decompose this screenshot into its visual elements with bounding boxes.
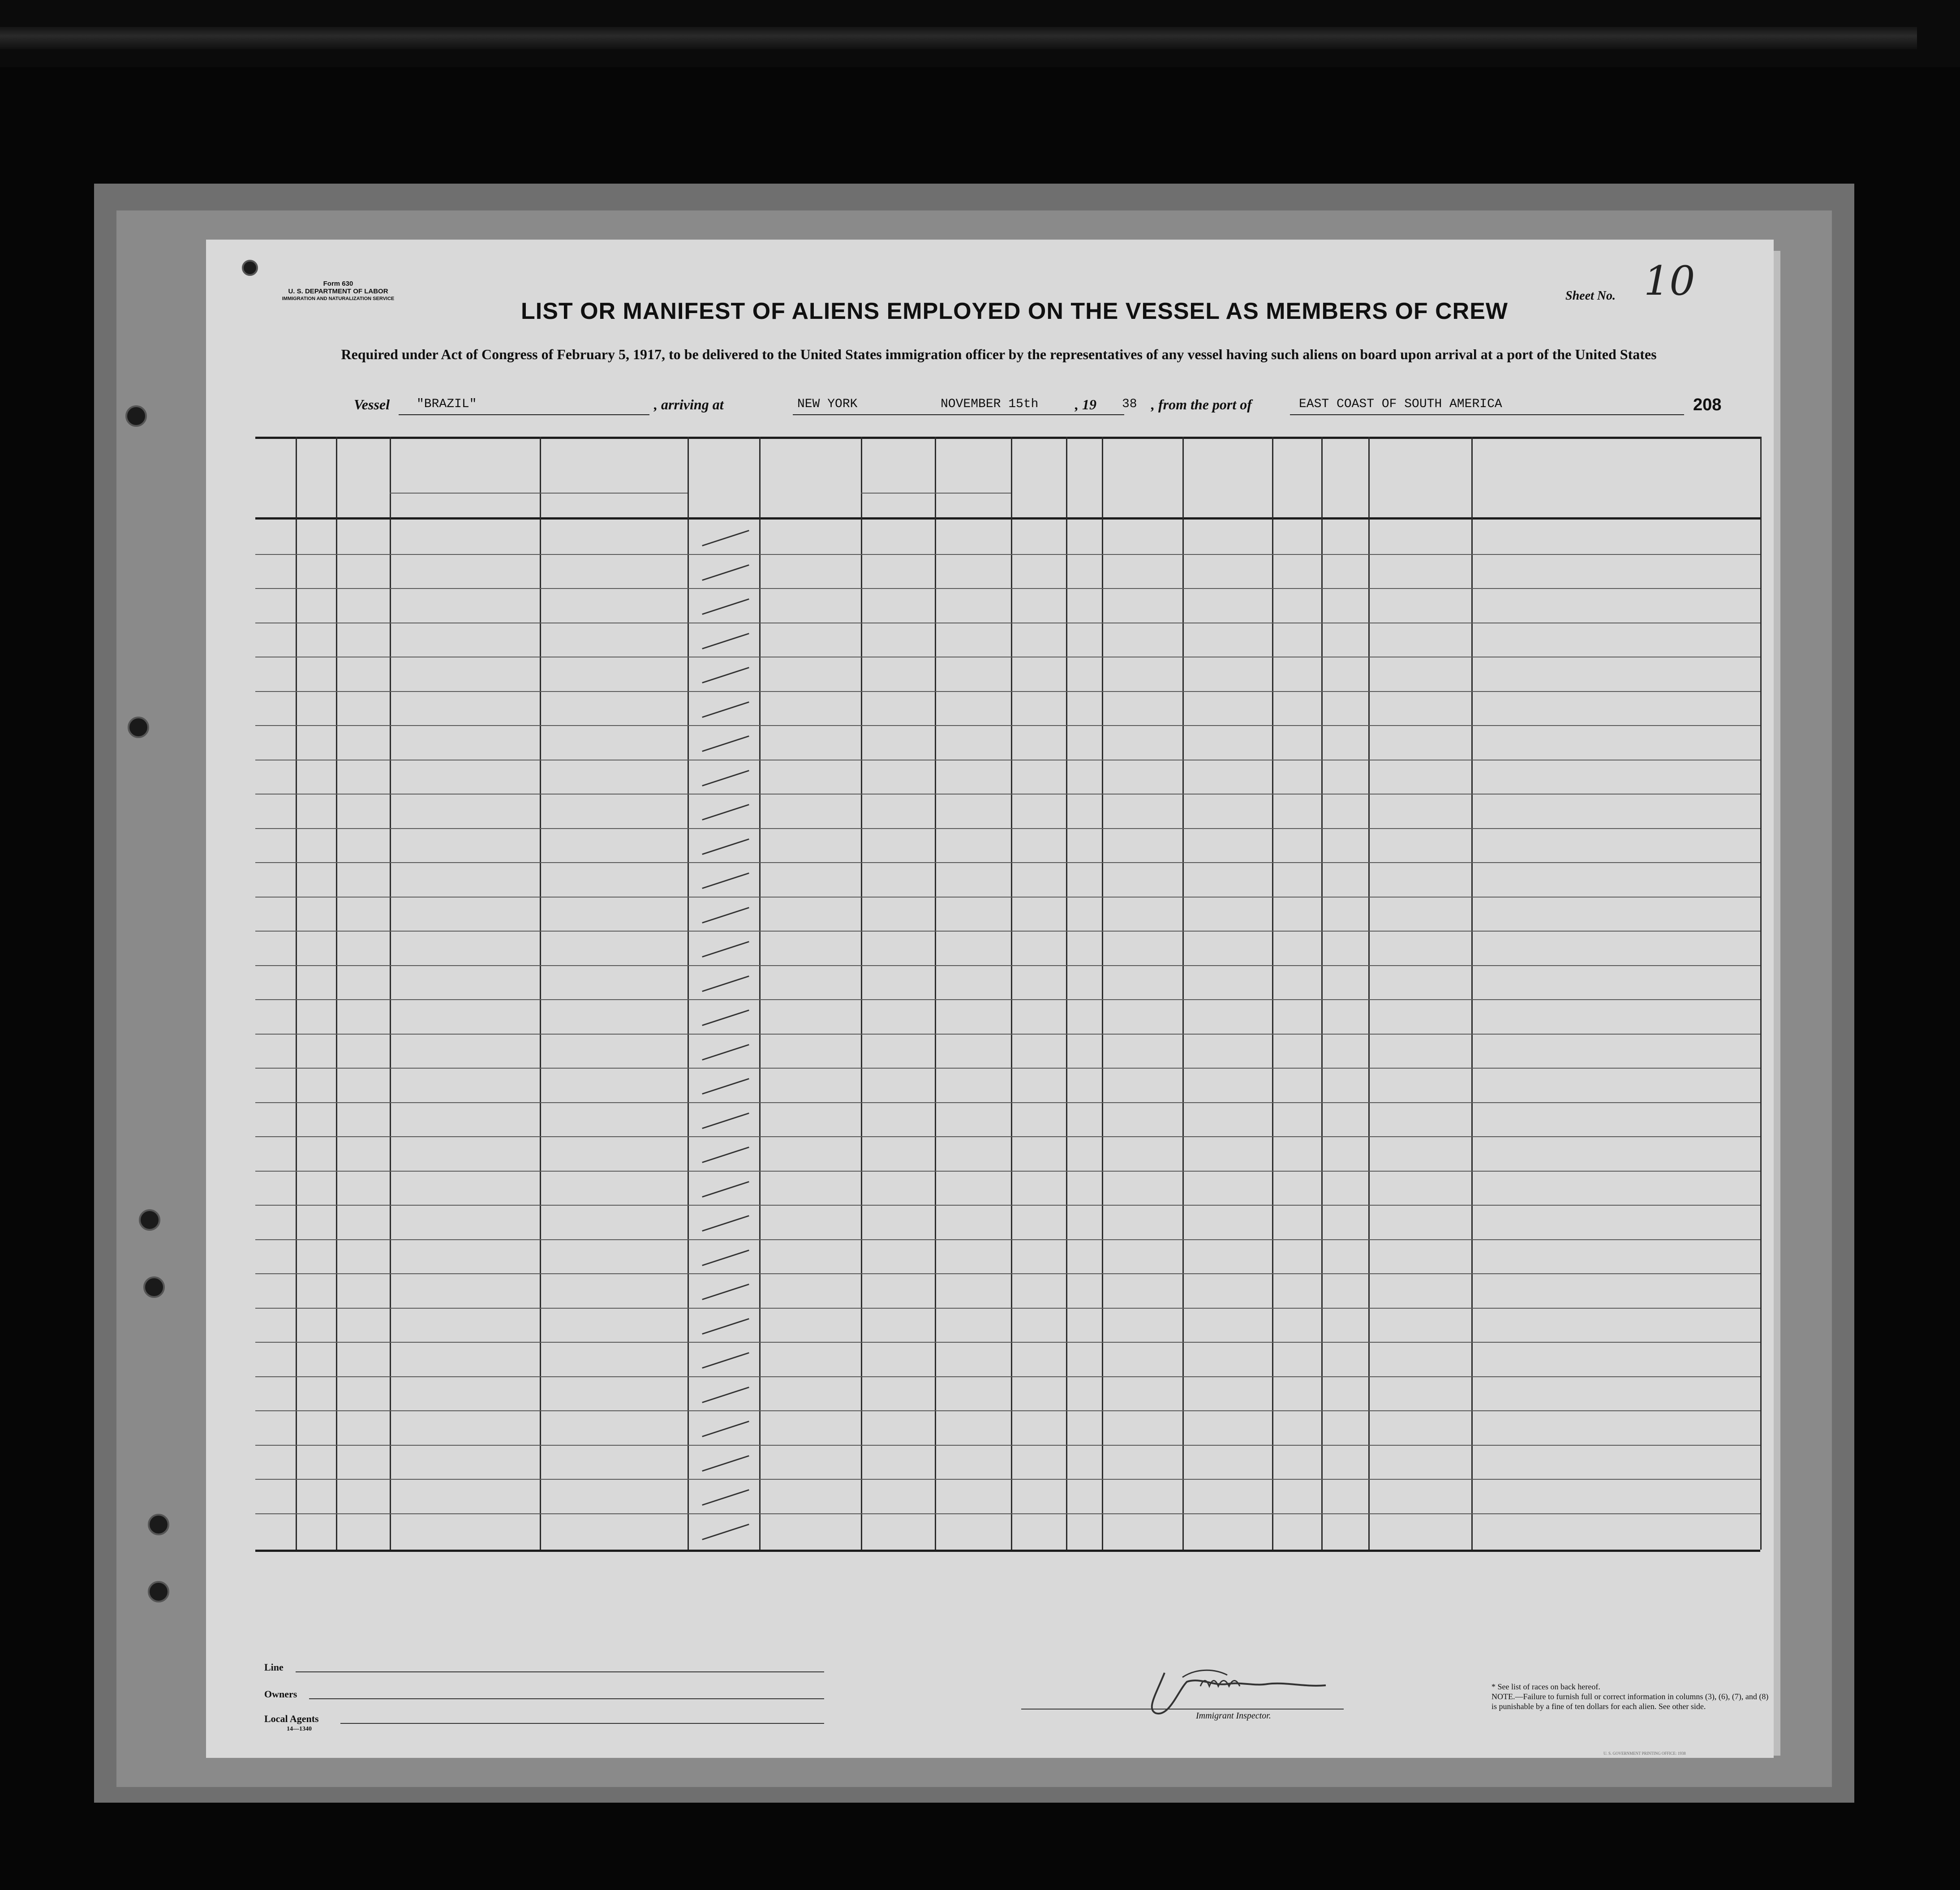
- length-of-service-mark: [702, 975, 749, 992]
- punch-hole: [148, 1581, 169, 1602]
- row-rule: [255, 588, 1760, 589]
- arrival-port: NEW YORK: [797, 397, 858, 411]
- row-rule: [255, 554, 1760, 555]
- column-rule: [336, 437, 337, 1550]
- column-rule: [1760, 437, 1762, 1550]
- page-number: 208: [1693, 395, 1722, 414]
- row-rule: [255, 1034, 1760, 1035]
- table-top-rule: [255, 437, 1760, 439]
- length-of-service-mark: [702, 633, 749, 649]
- column-rule: [935, 437, 936, 1550]
- length-of-service-mark: [702, 1181, 749, 1198]
- row-rule: [255, 1445, 1760, 1446]
- column-rule: [1102, 437, 1103, 1550]
- column-rule: [1272, 437, 1273, 1550]
- length-of-service-mark: [702, 1009, 749, 1026]
- row-rule: [255, 1102, 1760, 1103]
- sheet-number: 10: [1644, 258, 1695, 305]
- column-rule: [1368, 437, 1370, 1550]
- column-rule: [1471, 437, 1473, 1550]
- owners-label: Owners: [264, 1688, 297, 1700]
- column-rule: [296, 437, 297, 1550]
- arrival-year: 38: [1122, 397, 1137, 411]
- manifest-form: [206, 240, 1774, 1758]
- arrival-date: NOVEMBER 15th: [941, 397, 1039, 411]
- length-of-service-mark: [702, 1489, 749, 1506]
- shipped-group-rule: [861, 493, 1011, 494]
- vessel-name: "BRAZIL": [417, 397, 477, 411]
- row-rule: [255, 1513, 1760, 1514]
- service-name: IMMIGRATION AND NATURALIZATION SERVICE: [282, 296, 395, 301]
- film-strip-edge: [0, 27, 1917, 49]
- local-agents-label: Local Agents: [264, 1713, 319, 1724]
- punch-hole: [139, 1209, 160, 1231]
- length-of-service-mark: [702, 1215, 749, 1232]
- length-of-service-mark: [702, 872, 749, 889]
- length-of-service-mark: [702, 667, 749, 683]
- length-of-service-mark: [702, 1524, 749, 1540]
- owners-underline: [309, 1698, 824, 1699]
- date-underline: [923, 414, 1070, 415]
- length-of-service-mark: [702, 1455, 749, 1472]
- form-subtitle: Required under Act of Congress of February 5, 1917, to be delivered to the United States immigration officer by the representatives of any vessel having such aliens on board upon arrival at a port of the United States: [341, 346, 1657, 362]
- penalty-note: NOTE.—Failure to furnish full or correct information in columns (3), (6), (7), and (8) is punishable by a fine of ten dollars for each alien. See other side.: [1491, 1692, 1769, 1711]
- punch-hole: [148, 1514, 169, 1535]
- length-of-service-mark: [702, 1352, 749, 1369]
- footnote-block: [1491, 1682, 1769, 1711]
- length-of-service-mark: [702, 564, 749, 581]
- column-rule: [1321, 437, 1323, 1550]
- row-rule: [255, 965, 1760, 966]
- line-underline: [296, 1671, 824, 1672]
- column-rule: [861, 437, 862, 1550]
- punch-hole: [128, 717, 149, 738]
- row-rule: [255, 1136, 1760, 1137]
- line-label: Line: [264, 1662, 284, 1673]
- length-of-service-mark: [702, 907, 749, 924]
- agents-underline: [340, 1723, 824, 1724]
- name-group-rule: [390, 493, 688, 494]
- row-rule: [255, 862, 1760, 863]
- length-of-service-mark: [702, 1250, 749, 1266]
- form-number: Form 630: [323, 280, 353, 288]
- arriving-label: , arriving at: [654, 396, 724, 412]
- length-of-service-mark: [702, 941, 749, 958]
- sheet-label: Sheet No.: [1565, 289, 1616, 303]
- row-rule: [255, 691, 1760, 692]
- length-of-service-mark: [702, 1421, 749, 1437]
- printer-imprint: U. S. GOVERNMENT PRINTING OFFICE: 1938: [1603, 1751, 1686, 1756]
- length-of-service-mark: [702, 1044, 749, 1061]
- length-of-service-mark: [702, 838, 749, 855]
- agents-code: 14—1340: [287, 1726, 312, 1732]
- row-rule: [255, 1479, 1760, 1480]
- length-of-service-mark: [702, 770, 749, 786]
- row-rule: [255, 1342, 1760, 1343]
- header-bottom-rule: [255, 517, 1760, 520]
- row-rule: [255, 1068, 1760, 1069]
- row-rule: [255, 1376, 1760, 1377]
- column-rule: [540, 437, 541, 1550]
- punch-hole: [125, 405, 147, 427]
- column-rule: [1182, 437, 1184, 1550]
- length-of-service-mark: [702, 1387, 749, 1403]
- vessel-underline: [399, 414, 649, 415]
- length-of-service-mark: [702, 804, 749, 820]
- departure-underline: [1290, 414, 1684, 415]
- length-of-service-mark: [702, 701, 749, 718]
- punch-hole: [242, 260, 258, 276]
- row-rule: [255, 725, 1760, 726]
- row-rule: [255, 828, 1760, 829]
- departure-port: EAST COAST OF SOUTH AMERICA: [1299, 397, 1502, 411]
- row-rule: [255, 1239, 1760, 1240]
- length-of-service-mark: [702, 1284, 749, 1300]
- row-rule: [255, 1308, 1760, 1309]
- row-rule: [255, 1171, 1760, 1172]
- length-of-service-mark: [702, 1113, 749, 1129]
- punch-hole: [143, 1276, 165, 1298]
- row-rule: [255, 1205, 1760, 1206]
- row-rule: [255, 1410, 1760, 1411]
- length-of-service-mark: [702, 735, 749, 752]
- length-of-service-mark: [702, 530, 749, 546]
- column-rule: [390, 437, 391, 1550]
- row-rule: [255, 999, 1760, 1000]
- form-title: LIST OR MANIFEST OF ALIENS EMPLOYED ON THE VESSEL AS MEMBERS OF CREW: [521, 298, 1508, 324]
- vessel-label: Vessel: [354, 396, 390, 412]
- length-of-service-mark: [702, 1147, 749, 1163]
- column-rule: [1066, 437, 1067, 1550]
- from-port-label: , from the port of: [1151, 396, 1252, 412]
- row-rule: [255, 931, 1760, 932]
- row-rule: [255, 1273, 1760, 1274]
- length-of-service-mark: [702, 1318, 749, 1335]
- table-bottom-rule: [255, 1550, 1760, 1552]
- year-prefix: , 19: [1075, 396, 1096, 412]
- row-rule: [255, 794, 1760, 795]
- length-of-service-mark: [702, 598, 749, 615]
- races-footnote: * See list of races on back hereof.: [1491, 1682, 1600, 1691]
- department-name: U. S. DEPARTMENT OF LABOR: [288, 288, 388, 295]
- column-rule: [1011, 437, 1012, 1550]
- inspector-label: Immigrant Inspector.: [1196, 1711, 1271, 1721]
- column-rule: [759, 437, 761, 1550]
- length-of-service-mark: [702, 1078, 749, 1095]
- inspector-underline: [1021, 1709, 1344, 1710]
- column-rule: [688, 437, 689, 1550]
- row-rule: [255, 897, 1760, 898]
